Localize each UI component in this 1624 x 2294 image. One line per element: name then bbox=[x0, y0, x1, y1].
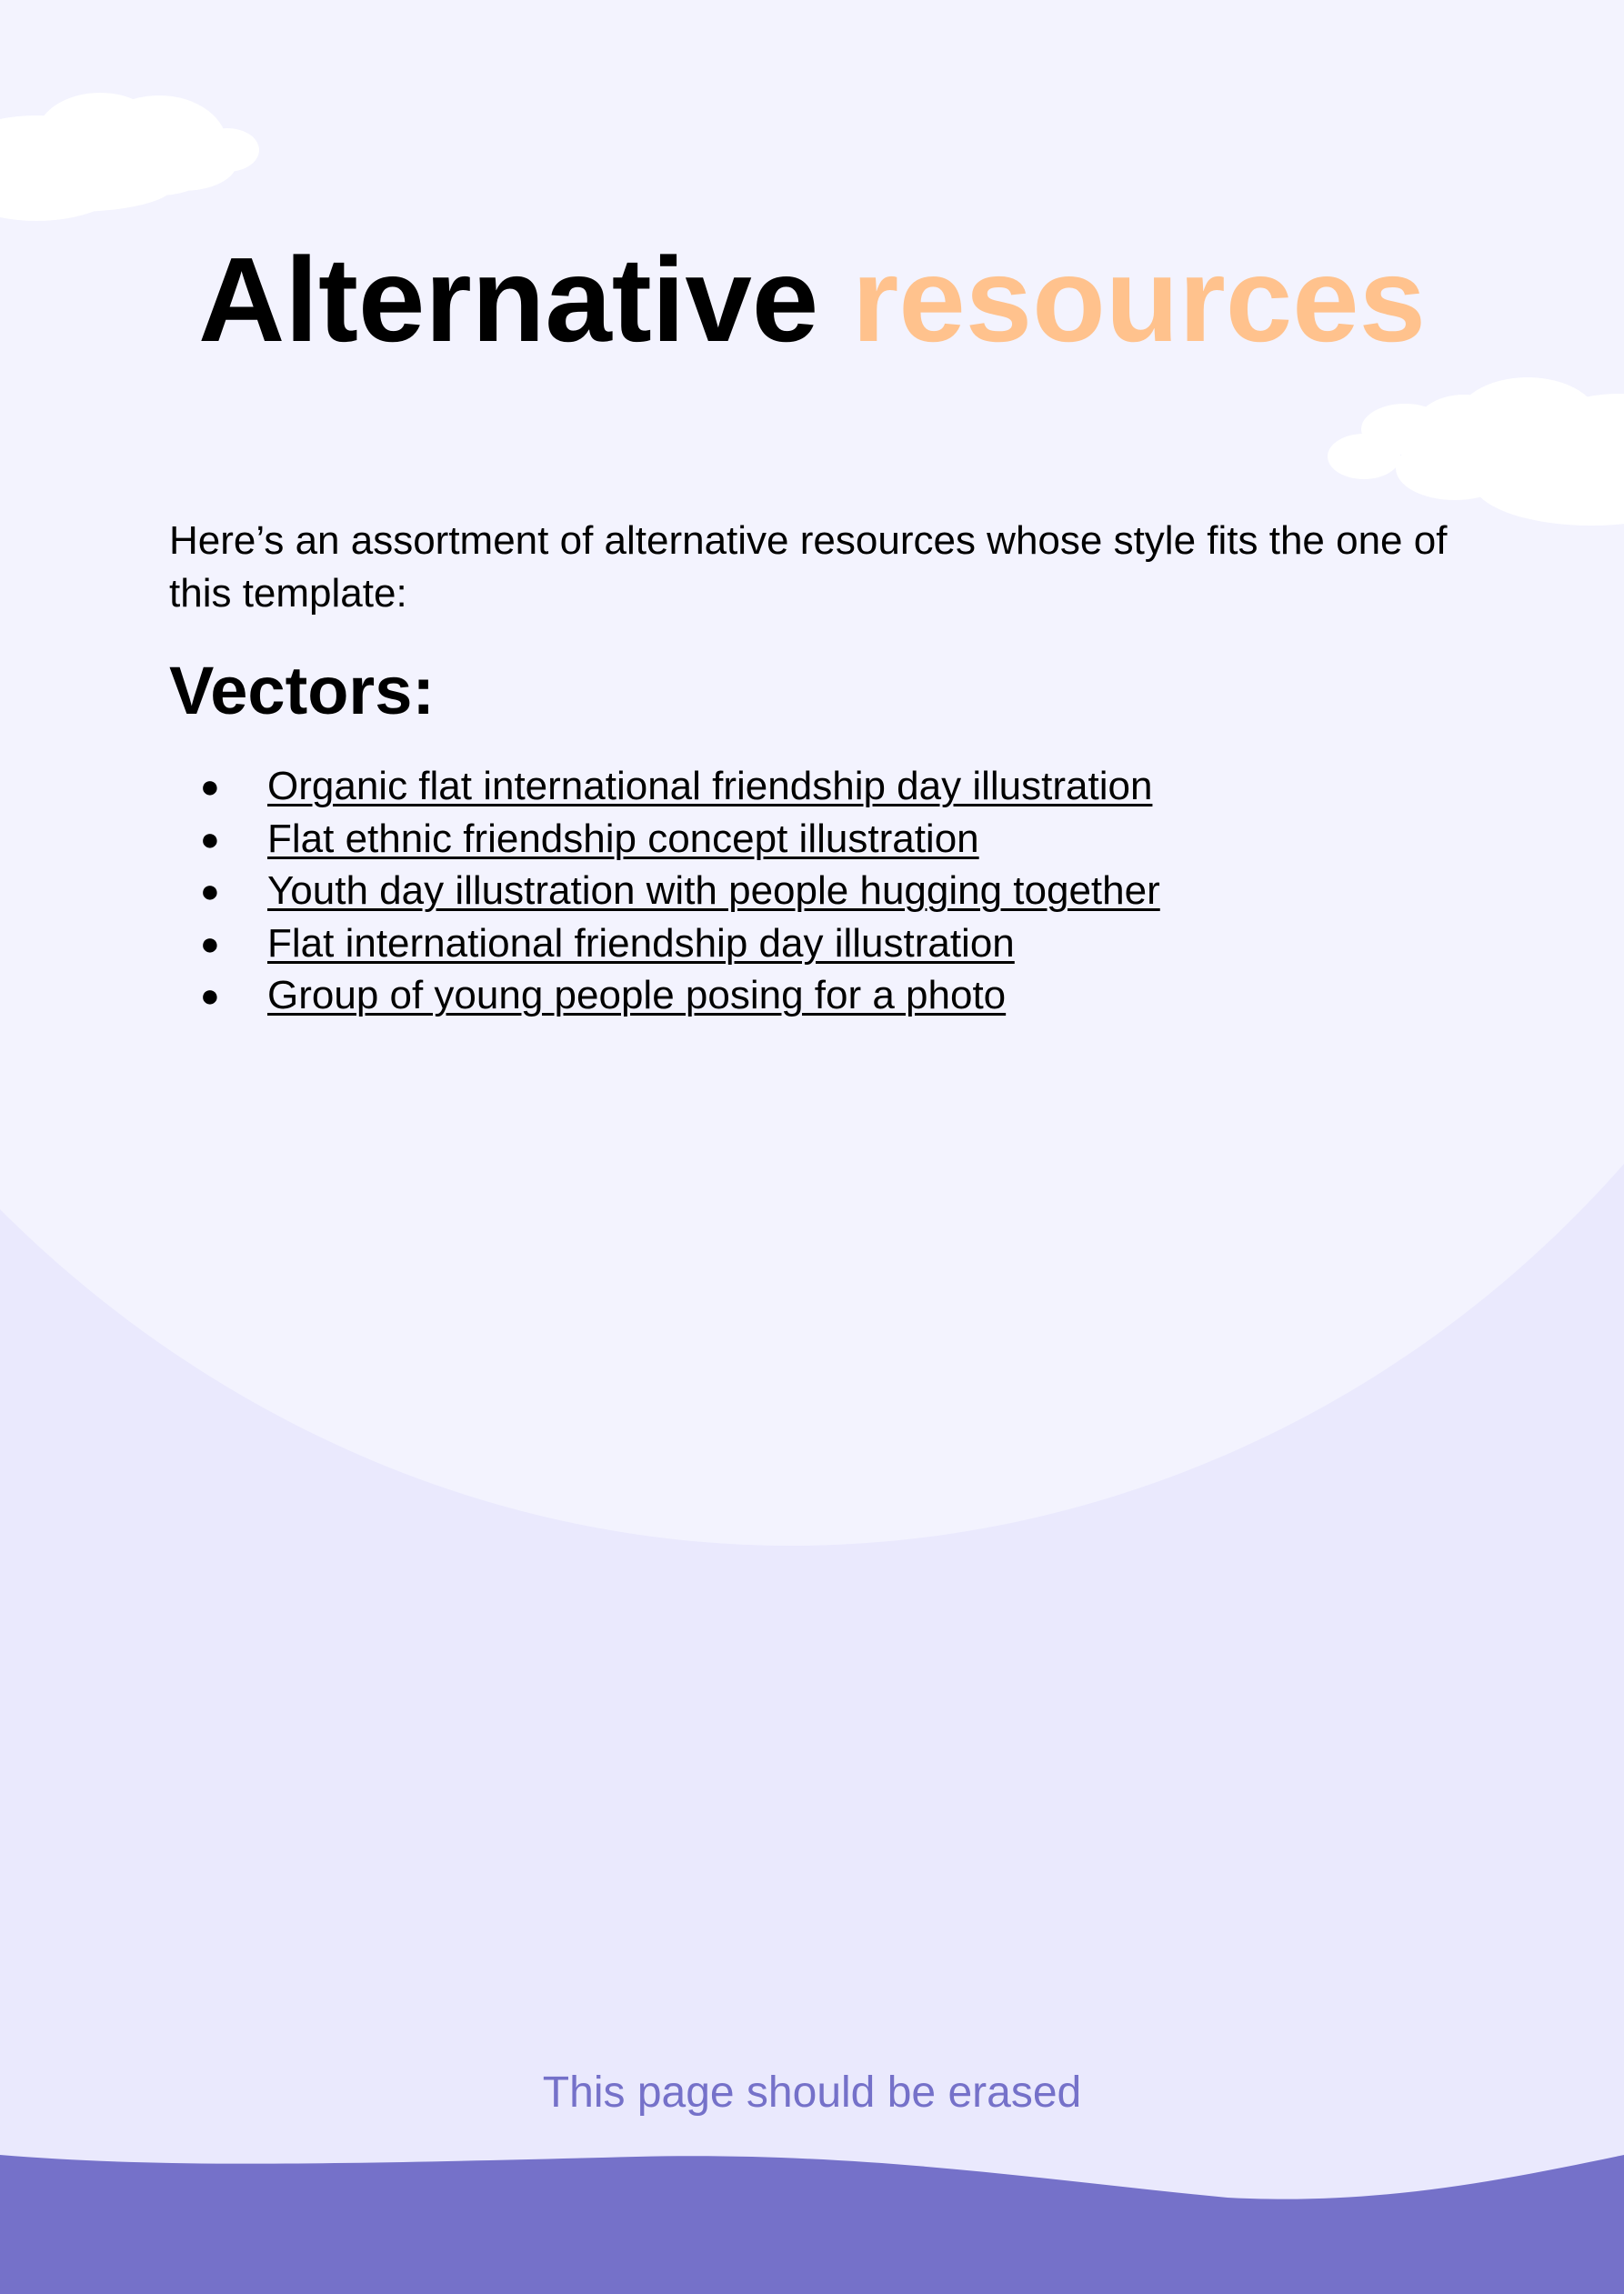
page-title bbox=[0, 232, 1624, 368]
vector-link-5[interactable]: Group of young people posing for a photo bbox=[267, 973, 1007, 1017]
vector-link-2[interactable]: Flat ethnic friendship concept illustration bbox=[267, 816, 979, 861]
vector-link-4[interactable]: Flat international friendship day illustration bbox=[267, 920, 1015, 966]
list-item bbox=[169, 917, 1160, 970]
bullet-icon: ● bbox=[200, 924, 220, 962]
vector-link-3[interactable]: Youth day illustration with people hugging together bbox=[267, 868, 1160, 913]
erase-notice: This page should be erased bbox=[542, 2069, 1082, 2117]
title-main: Alternative bbox=[198, 233, 819, 366]
bullet-icon: ● bbox=[200, 872, 220, 909]
vectors-heading: Vectors: bbox=[169, 653, 436, 728]
intro-paragraph: Here’s an assortment of alternative resources whose style fits the one of this template: bbox=[169, 518, 1448, 616]
vector-link-1[interactable]: Organic flat international friendship day illustration bbox=[267, 764, 1153, 808]
bullet-icon: ● bbox=[200, 819, 220, 857]
vector-links-list bbox=[169, 760, 1160, 1022]
title-accent: resources bbox=[851, 233, 1426, 366]
list-item bbox=[169, 760, 1160, 813]
list-item bbox=[169, 865, 1160, 917]
bullet-icon: ● bbox=[200, 767, 220, 805]
list-item bbox=[169, 813, 1160, 866]
bullet-icon: ● bbox=[200, 977, 220, 1014]
list-item bbox=[169, 969, 1160, 1022]
